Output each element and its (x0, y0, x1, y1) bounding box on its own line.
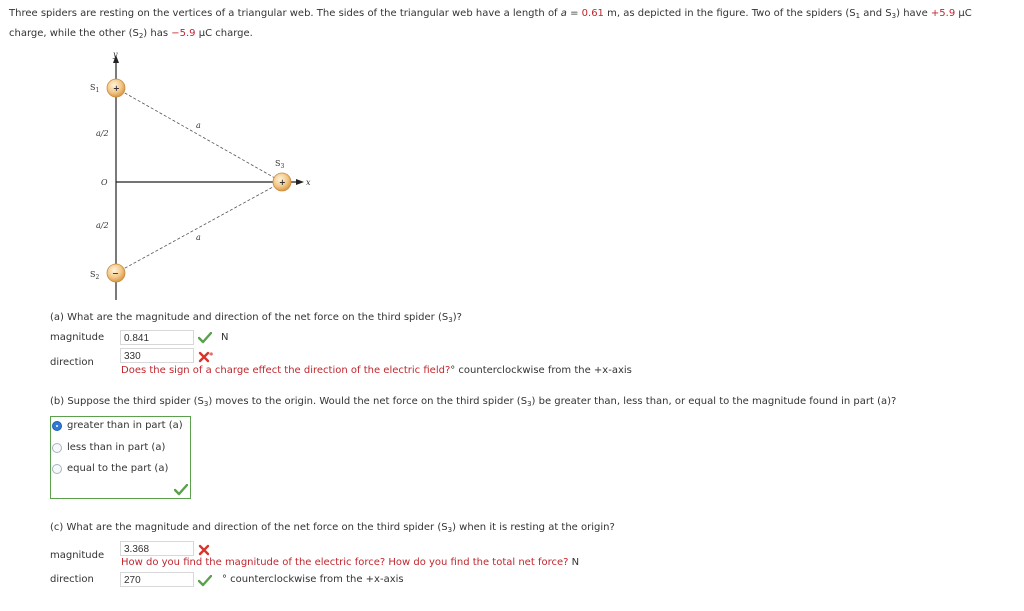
label-side-bottom: a (196, 233, 201, 242)
intro-text: and S (860, 8, 892, 19)
web-side-top (116, 88, 285, 182)
label-s2: $S_2$ (90, 270, 100, 281)
part-c-magnitude-input[interactable]: 3.368 (120, 541, 194, 556)
label-s1: $S_1$ (90, 83, 100, 94)
intro-sub: 3 (891, 12, 897, 20)
intro-sub: 1 (855, 12, 861, 20)
intro-text: charge, while the other (S (9, 28, 139, 39)
positive-charge-value: +5.9 (930, 8, 956, 19)
part-a-magnitude-input[interactable]: 0.841 (120, 330, 194, 345)
intro-text: μC charge. (195, 28, 253, 39)
incorrect-x-icon (198, 351, 214, 364)
s3-plus-sign: + (279, 177, 286, 187)
part-a-direction-input[interactable]: 330 (120, 348, 194, 363)
s1-plus-sign: + (113, 83, 120, 93)
intro-text: m, as depicted in the figure. Two of the spiders (S (603, 8, 856, 19)
label-side-top: a (196, 121, 201, 130)
intro-text: ) has (143, 28, 172, 39)
intro-text: ) have (896, 8, 931, 19)
part-b-question: (b) Suppose the third spider $(S_3)$ moves to the origin. Would the net force on the third spider $(S_3)$ be greater than, less than, or equal to the magnitude found in part (a)? (50, 396, 897, 408)
radio-unselected[interactable] (52, 443, 62, 453)
part-a-magnitude-unit: N (221, 332, 229, 343)
part-a-hint: Does the sign of a charge effect the direction of the electric field? (121, 365, 451, 376)
spider-triangle-figure (80, 48, 320, 304)
intro-var-a: a (560, 8, 567, 19)
part-a-direction-feedback (121, 365, 632, 376)
part-a-question: (a) What are the magnitude and direction of the net force on the third spider $(S_3)$? (50, 312, 462, 324)
correct-check-icon (174, 484, 188, 496)
part-c-direction-unit: ° counterclockwise from the +x-axis (222, 574, 404, 585)
incorrect-x-icon (198, 544, 210, 556)
intro-sub: 2 (138, 32, 144, 40)
option-label: greater than in part (a) (67, 420, 183, 431)
option-label: less than in part (a) (67, 442, 166, 453)
intro-text: Three spiders are resting on the vertices of a triangular web. The sides of the triangular web have a length of (9, 8, 561, 19)
part-a-magnitude-label: magnitude (50, 332, 105, 343)
web-side-bottom (116, 182, 282, 273)
correct-check-icon (198, 575, 212, 587)
part-c-question: (c) What are the magnitude and direction of the net force on the third spider $(S_3)$ when it is resting at the origin? (50, 522, 615, 534)
problem-statement (9, 5, 1009, 45)
label-origin: O (101, 178, 108, 187)
y-axis-label: y (113, 50, 118, 59)
part-c-hint: How do you find the magnitude of the electric force? How do you find the total net force? (121, 557, 569, 568)
negative-charge-value: −5.9 (171, 28, 196, 39)
intro-unit: μC (955, 8, 972, 19)
side-length-value: 0.61 (581, 8, 604, 19)
part-c-magnitude-unit: N (571, 557, 580, 568)
part-c-magnitude-label: magnitude (50, 550, 105, 561)
x-axis-label: x (306, 178, 311, 187)
radio-unselected[interactable] (52, 464, 62, 474)
label-half-top: a/2 (96, 129, 109, 138)
svg-text:*: * (209, 351, 214, 360)
correct-check-icon (198, 332, 212, 344)
radio-selected[interactable] (52, 421, 62, 431)
label-s3: $S_3$ (275, 159, 285, 170)
part-c-direction-input[interactable]: 270 (120, 572, 194, 587)
part-c-magnitude-feedback (121, 557, 579, 568)
label-half-bottom: a/2 (96, 221, 109, 230)
option-label: equal to the part (a) (67, 463, 169, 474)
s2-minus-sign: − (112, 268, 119, 278)
x-axis-arrow (296, 179, 304, 185)
part-a-direction-label: direction (50, 357, 94, 368)
part-c-direction-label: direction (50, 574, 94, 585)
intro-eq: = (566, 8, 582, 19)
part-a-direction-unit: ° counterclockwise from the +x-axis (450, 365, 632, 376)
